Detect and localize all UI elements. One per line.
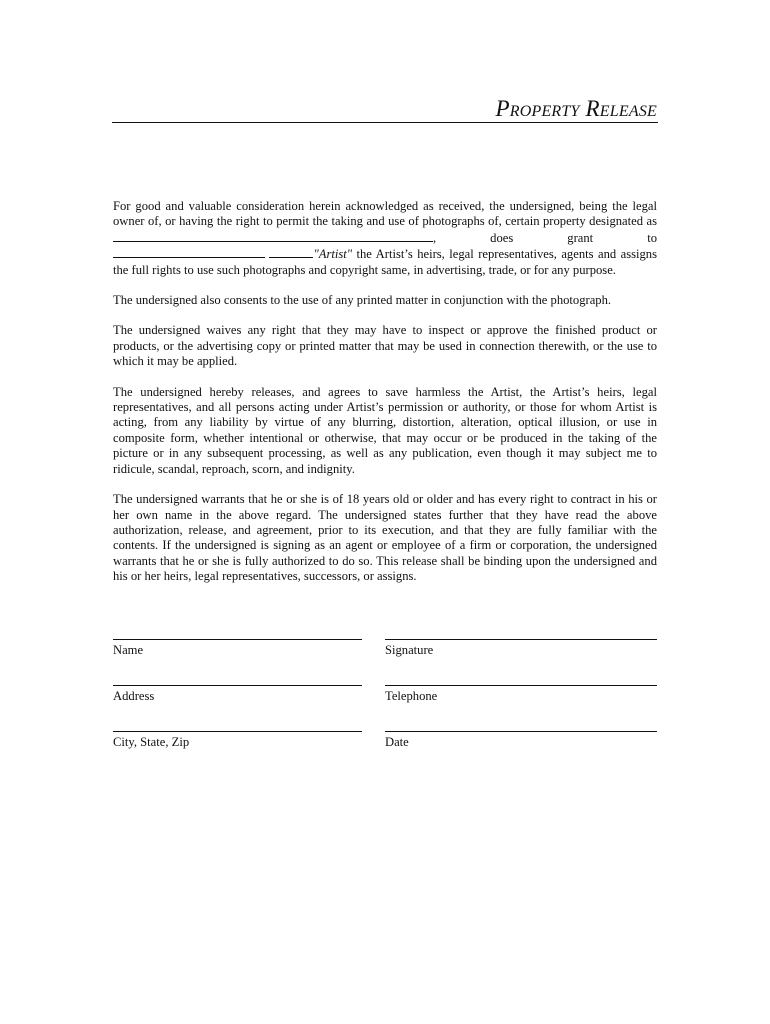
paragraph-warranty: The undersigned warrants that he or she is of 18 years old or older and has every right to contract in his or her own name in the above regard. The undersigned states further that they have read the above authorization, release, and agreement, prior to its execution, and that they are fully familiar with the contents. If the undersigned is signing as an agent or employee of a firm or corporation, the undersigned warrants that he or she is fully authorized to do so. This release shall be binding upon the undersigned and his or her heirs, legal representatives, successors, or assigns. [113,492,657,584]
artist-name-blank[interactable] [269,246,313,258]
name-line[interactable] [113,639,362,640]
city-state-zip-label: City, State, Zip [113,735,190,749]
telephone-label: Telephone [385,689,438,703]
signature-field[interactable] [385,639,657,658]
date-field[interactable] [385,731,657,750]
release-body [113,199,657,600]
city-state-zip-field[interactable] [113,731,362,750]
date-line[interactable] [385,731,657,732]
artist-term: "Artist" [313,247,353,262]
grantee-blank[interactable] [113,246,265,258]
grant-text-part1: For good and valuable consideration herein acknowledged as received, the undersigned, being the legal owner of, or having the right to permit the taking and use of photographs of, certain property designated as [113,199,657,229]
paragraph-grant [113,199,657,278]
paragraph-waiver: The undersigned waives any right that they may have to inspect or approve the finished product or products, or the advertising copy or printed matter that may be used in connection therewith, or the use to which it may be applied. [113,323,657,369]
address-label: Address [113,689,155,703]
city-state-zip-line[interactable] [113,731,362,732]
signature-label: Signature [385,643,434,657]
name-field[interactable] [113,639,362,658]
name-label: Name [113,643,144,657]
paragraph-release: The undersigned hereby releases, and agrees to save harmless the Artist, the Artist’s heirs, legal representatives, and all persons acting under Artist’s permission or authority, or those for whom Artist is acting, from any liability by virtue of any blurring, distortion, alteration, optical illusion, or use in composite form, whether intentional or otherwise, that may occur or be produced in the taking of the picture or in any subsequent processing, as well as any publication, even though it may subject me to ridicule, scandal, reproach, scorn, and indignity. [113,384,657,476]
date-label: Date [385,735,409,749]
grant-text-part2: , does grant to [433,230,657,245]
address-line[interactable] [113,685,362,686]
document-title: Property Release [495,96,657,121]
telephone-field[interactable] [385,685,657,704]
telephone-line[interactable] [385,685,657,686]
grant-text-part3: the Artist’s heirs, legal representatives, agents and assigns the full rights to use such photographs and copyright same, in advertising, trade, or for any purpose. [113,247,658,277]
address-field[interactable] [113,685,362,704]
title-underline [112,122,658,123]
property-designation-blank[interactable] [113,230,433,242]
paragraph-printed-matter: The undersigned also consents to the use of any printed matter in conjunction with the photograph. [113,293,612,308]
signature-line[interactable] [385,639,657,640]
